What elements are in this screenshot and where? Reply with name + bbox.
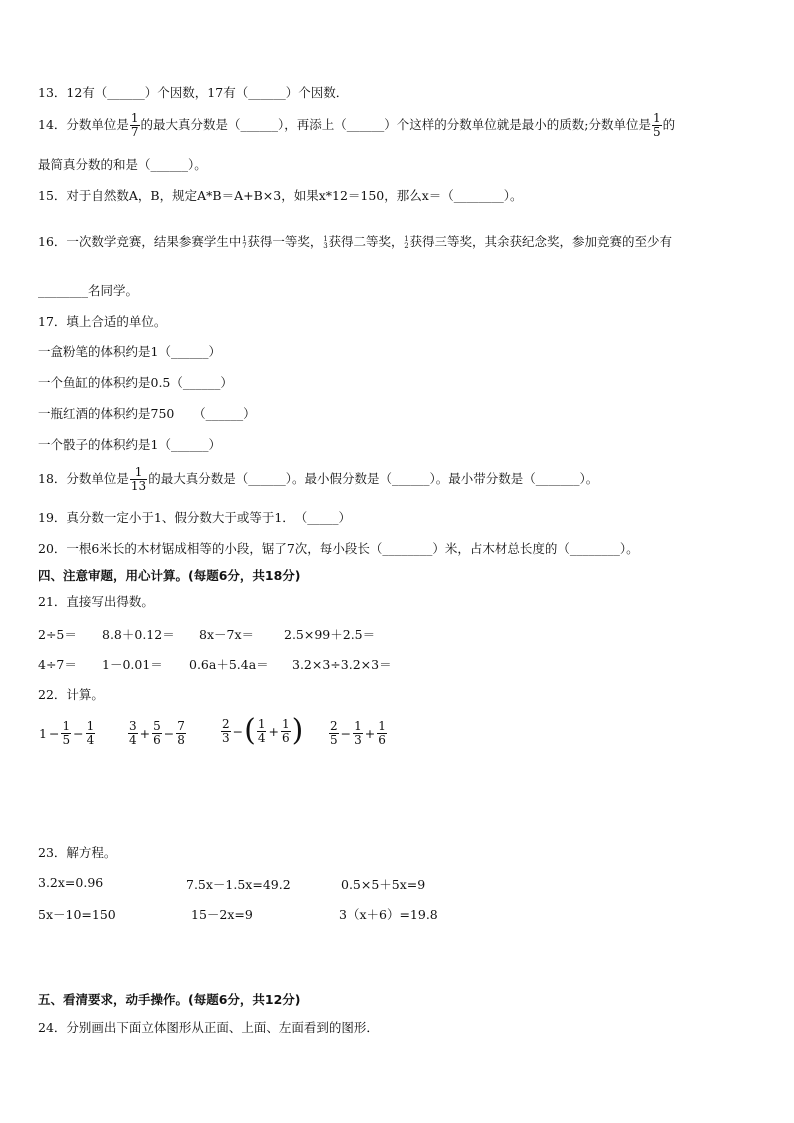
question-20: 20．一根6米长的木材锯成相等的小段，锯了7次，每小段长（________）米，占木材总长度的（________）。 — [38, 541, 639, 556]
q23-equation: 15－2x=9 — [191, 907, 253, 922]
question-16-line2: ________名同学。 — [38, 283, 139, 298]
q22-expr-3: $\frac{2}{3}$ −( $\frac{1}{4}$ + $\frac{1}{6}$ ) — [222, 713, 304, 748]
q17-item-4: 一个骰子的体积约是1（______） — [38, 437, 221, 452]
q16-text-a: 16．一次数学竞赛，结果参赛学生中 — [38, 234, 242, 249]
q21-cell: 8x－7x＝ — [199, 627, 255, 642]
q22-expr-4: $\frac{2}{5}$ − $\frac{1}{3}$ + $\frac{1}{6}$ — [330, 719, 386, 747]
section-4-heading: 四、注意审题，用心计算。(每题6分，共18分) — [38, 568, 301, 583]
question-16 — [38, 234, 672, 250]
q18-text-b: 的最大真分数是（______）。最小假分数是（______）。最小带分数是（_______）。 — [148, 471, 599, 486]
q18-text-a: 18．分数单位是 — [38, 471, 129, 486]
q21-cell: 4÷7＝ — [38, 657, 77, 672]
q21-cell: 2.5×99＋2.5＝ — [284, 627, 376, 642]
question-18 — [38, 465, 598, 493]
question-21-title: 21．直接写出得数。 — [38, 594, 154, 609]
question-24: 24．分别画出下面立体图形从正面、上面、左面看到的图形． — [38, 1020, 379, 1035]
small-fraction-1-2: 1 2 — [404, 234, 409, 250]
q14-text-c: 的 — [662, 117, 676, 132]
question-14 — [38, 112, 675, 139]
question-14-line2: 最简真分数的和是（______）。 — [38, 157, 207, 172]
q21-cell: 3.2×3÷3.2×3＝ — [292, 657, 392, 672]
small-fraction-1-7: 1 7 — [242, 234, 247, 250]
question-17-title: 17．填上合适的单位。 — [38, 314, 167, 329]
q23-equation: 3.2x=0.96 — [38, 875, 104, 890]
q22-expr-1: 1 − $\frac{1}{5}$ − $\frac{1}{4}$ — [39, 719, 95, 747]
fraction-1-7: $\frac{1}{7}$ — [130, 111, 139, 139]
q17-item-1: 一盒粉笔的体积约是1（______） — [38, 344, 221, 359]
q14-text-a: 14．分数单位是 — [38, 117, 129, 132]
q14-text-b: 的最大真分数是（______），再添上（______）个这样的分数单位就是最小的质数;分数单位是 — [140, 117, 652, 132]
q21-cell: 8.8＋0.12＝ — [102, 627, 175, 642]
q23-equation: 7.5x－1.5x=49.2 — [186, 877, 291, 892]
fraction-1-13: $\frac{1}{13}$ — [130, 465, 147, 493]
question-23-title: 23．解方程。 — [38, 845, 117, 860]
q23-equation: 3（x＋6）=19.8 — [339, 907, 438, 922]
q21-cell: 0.6a＋5.4a＝ — [189, 657, 269, 672]
q21-cell: 2÷5＝ — [38, 627, 77, 642]
fraction-1-5: $\frac{1}{5}$ — [653, 111, 661, 139]
question-22-title: 22．计算。 — [38, 687, 104, 702]
small-fraction-1-3: 1 3 — [323, 234, 328, 250]
q17-item-3: 一瓶红酒的体积约是750 （______） — [38, 406, 256, 421]
q17-item-2: 一个鱼缸的体积约是0.5（______） — [38, 375, 233, 390]
question-15: 15．对于自然数A，B，规定A*B＝A+B×3，如果x*12＝150，那么x＝（________）。 — [38, 188, 523, 203]
question-13: 13．12有（______）个因数，17有（______）个因数． — [38, 85, 349, 100]
section-5-heading: 五、看清要求，动手操作。(每题6分，共12分) — [38, 992, 301, 1007]
q23-equation: 0.5×5＋5x=9 — [341, 877, 426, 892]
q21-cell: 1－0.01＝ — [102, 657, 163, 672]
question-19: 19．真分数一定小于1、假分数大于或等于1． （_____） — [38, 510, 352, 525]
q23-equation: 5x－10=150 — [38, 907, 116, 922]
q16-text-c: 获得二等奖， — [328, 234, 404, 249]
q16-text-d: 获得三等奖，其余获纪念奖，参加竞赛的至少有 — [409, 234, 672, 249]
q22-expr-2: $\frac{3}{4}$ + $\frac{5}{6}$ − $\frac{7}{8}$ — [129, 719, 185, 747]
q16-text-b: 获得一等奖， — [247, 234, 323, 249]
